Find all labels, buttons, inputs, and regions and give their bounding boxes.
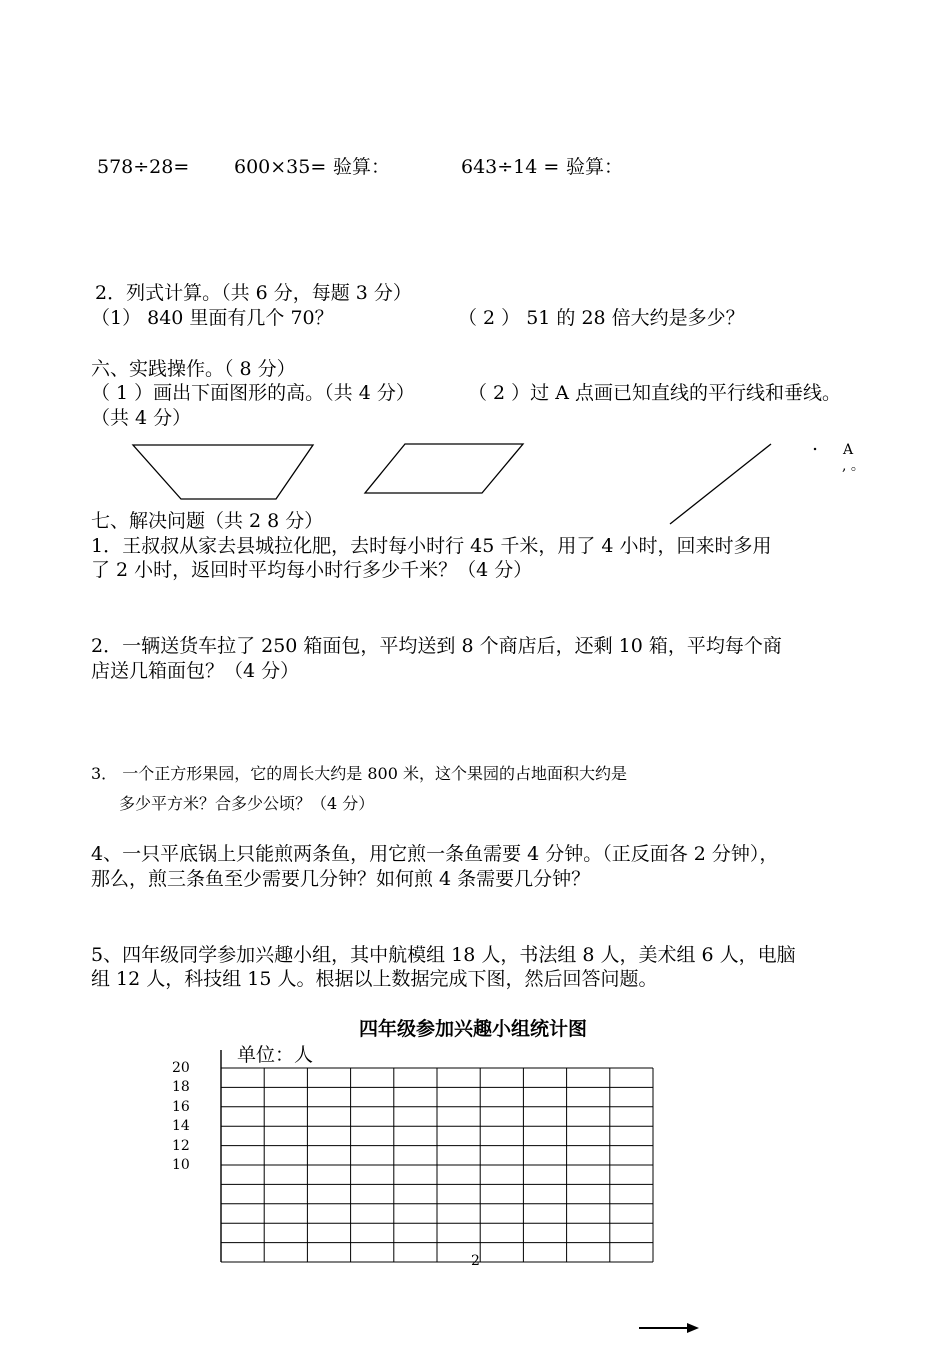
- calc-q2: 600×35=: [234, 156, 327, 178]
- section2-title: 2．列式计算。（共 6 分，每题 3 分）: [95, 282, 412, 304]
- point-a-label: A: [843, 442, 854, 458]
- problem4-line2: 那么，煎三条鱼至少需要几分钟？如何煎 4 条需要几分钟？: [91, 868, 591, 890]
- y-tick-label: 12: [172, 1137, 190, 1154]
- calc-q3-check: 验算：: [566, 156, 624, 178]
- section2-item2: （ 2 ） 51 的 28 倍大约是多少？: [458, 307, 745, 329]
- chart-title: 四年级参加兴趣小组统计图: [359, 1018, 588, 1040]
- y-tick-label: 20: [172, 1060, 190, 1076]
- problem1-line2: 了 2 小时，返回时平均每小时行多少千米？（4 分）: [91, 559, 533, 581]
- point-a-marks: , 。: [842, 458, 865, 474]
- y-tick-label: 18: [172, 1079, 190, 1096]
- calc-q2-check: 验算：: [333, 156, 391, 178]
- problem3-line1: 3． 一个正方形果园，它的周长大约是 800 米，这个果园的占地面积大约是: [91, 764, 627, 783]
- section2-item1: （1） 840 里面有几个 70？: [91, 307, 334, 329]
- problem5-line1: 5、四年级同学参加兴趣小组，其中航模组 18 人，书法组 8 人，美术组 6 人，电脑: [91, 944, 796, 966]
- problem2-line2: 店送几箱面包？（4 分）: [91, 660, 300, 682]
- y-tick-label: 16: [172, 1098, 190, 1115]
- section7-title: 七、解决问题（共 2 8 分）: [91, 510, 324, 532]
- calc-q1: 578÷28=: [97, 156, 190, 178]
- calc-q3: 643÷14 =: [461, 156, 560, 178]
- chart-unit: 单位：人: [237, 1044, 314, 1066]
- problem5-line2: 组 12 人，科技组 15 人。根据以上数据完成下图，然后回答问题。: [91, 968, 658, 990]
- page-number: 2: [471, 1253, 480, 1269]
- y-tick-label: 10: [172, 1157, 190, 1173]
- problem2-line1: 2．一辆送货车拉了 250 箱面包，平均送到 8 个商店后，还剩 10 箱，平均每个商: [91, 635, 782, 657]
- problem3-line2: 多少平方米？合多少公顷？（4 分）: [119, 794, 375, 813]
- section6-title: 六、实践操作。（ 8 分）: [91, 358, 296, 380]
- problem4-line1: 4、一只平底锅上只能煎两条鱼，用它煎一条鱼需要 4 分钟。（正反面各 2 分钟），: [91, 843, 779, 865]
- y-tick-label: 14: [172, 1118, 190, 1135]
- section6-item1: （ 1 ）画出下面图形的高。（共 4 分）: [91, 382, 415, 404]
- section6-item2-score: （共 4 分）: [91, 407, 192, 429]
- section6-item2: （ 2 ）过 A 点画已知直线的平行线和垂线。: [468, 382, 841, 404]
- point-a-dot: .: [812, 433, 819, 455]
- problem1-line1: 1．王叔叔从家去县城拉化肥，去时每小时行 45 千米，用了 4 小时，回来时多用: [91, 535, 772, 557]
